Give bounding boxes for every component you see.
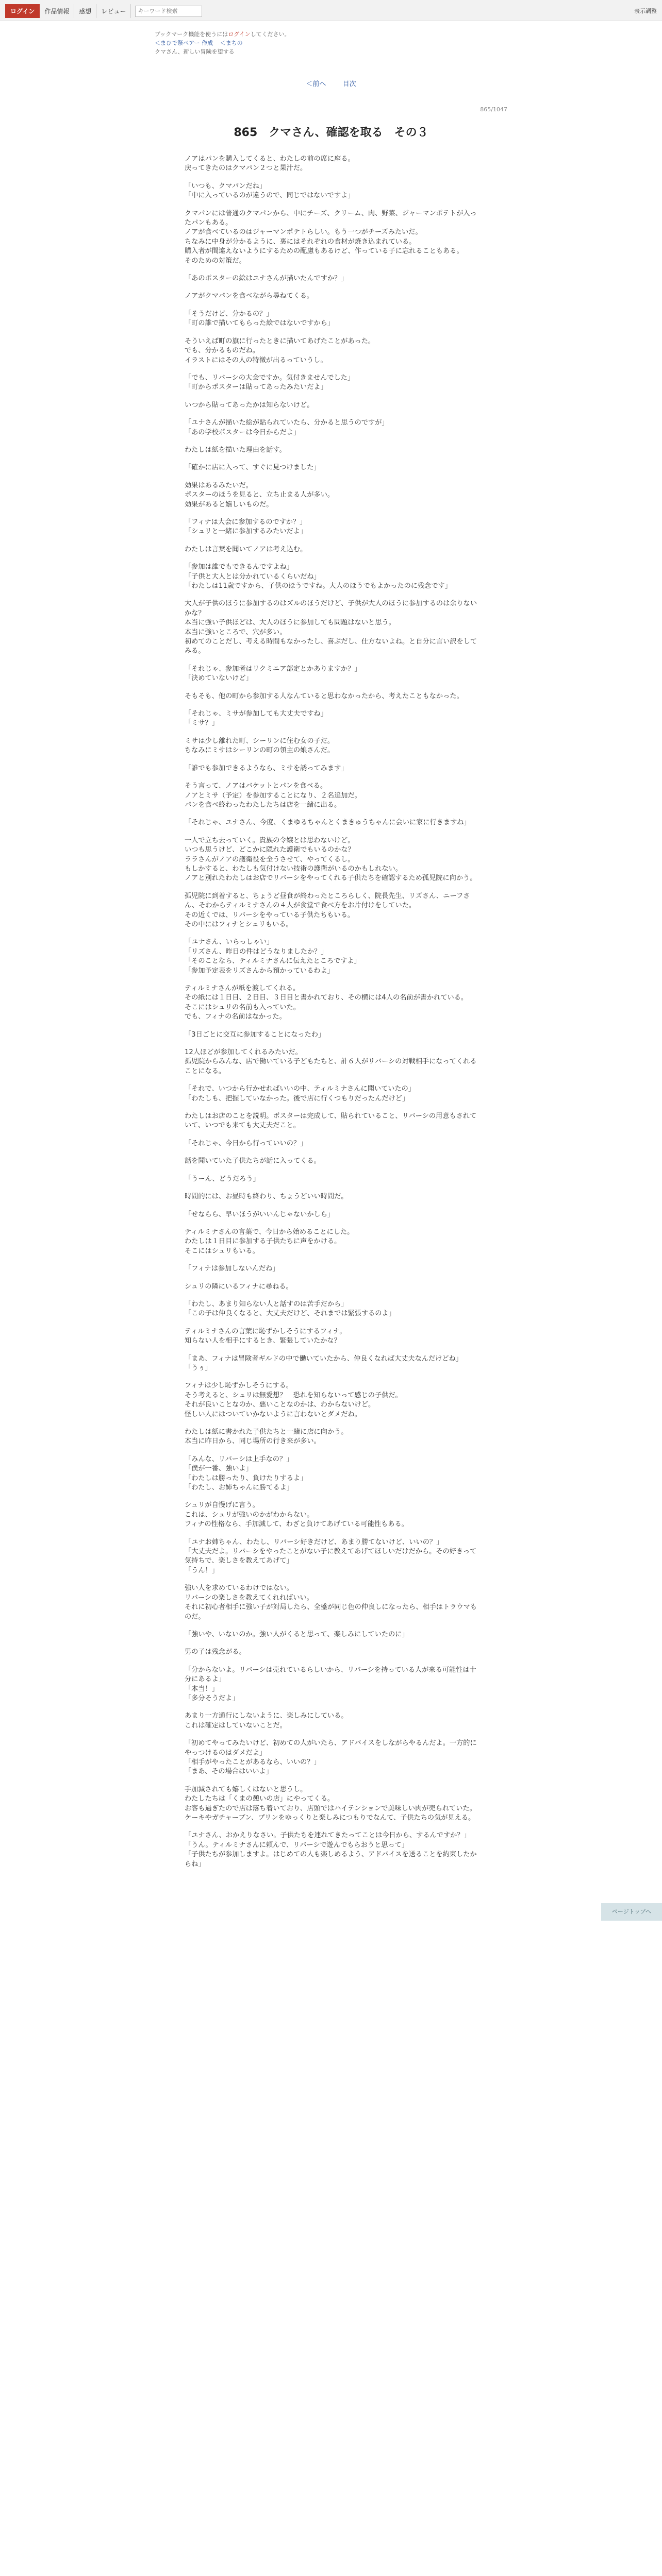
body-paragraph: 話を聞いていた子供たちが話に入ってくる。 [185, 1157, 321, 1165]
top-nav [5, 4, 202, 18]
notice-login-link[interactable]: ログイン [228, 31, 251, 38]
body-paragraph: 時間的には、お昼時も終わり、ちょうどいい時間だ。 [185, 1193, 348, 1201]
page-header [155, 30, 507, 56]
body-paragraph: 「それで、いつから行かせればいいの中、ティルミナさんに聞いていたの」 「わたしも、把握していなかった。後で店に行くつもりだったんだけど」 [185, 1085, 416, 1103]
chapter-title: 865 クマさん、確認を取る その３ [234, 126, 428, 139]
body-paragraph: シュリの隣にいるフィナに尋ねる。 [185, 1282, 293, 1291]
table-of-contents-link[interactable]: 目次 [342, 80, 356, 88]
body-paragraph: 「いつも、クマパンだね」 「中に入っているのが違うので、同じではないですよ」 [185, 182, 355, 200]
body-paragraph: 「みんな、リバーシは上手なの？」 「僕が一番、強いよ」 「わたしは勝ったり、負けたりするよ」 「わたし、お姉ちゃんに勝てるよ」 [185, 1455, 307, 1492]
body-paragraph: そう言って、ノアはバケットとパンを食べる。 ノアとミサ（予定）を参加することになり、２名追加だ。 パンを食べ終わったわたしたちは店を一緒に出る。 [185, 782, 361, 809]
body-paragraph: 「参加は誰でもできるんですよね」 「子供と大人とは分かれているくらいだね」 「わたしは11歳ですから、子供のほうですね。大人のほうでもよかったのに残念です」 [185, 563, 452, 590]
nav-item-reviews[interactable]: レビュー [96, 4, 131, 18]
bookmark-notice [155, 30, 507, 39]
body-paragraph: フィナは少し恥ずかしそうにする。 そう考えると、シュリは無愛想？ 恐れを知らないって感じの子供だ。 それが良いことなのか、悪いことなのかは、わからないけど。 怪しい人にはついていかないように言わないとダメだね。 [185, 1382, 402, 1418]
body-paragraph: 男の子は残念がる。 [185, 1648, 246, 1656]
body-paragraph: 「それじゃ、参加者はリクミニア部定とかありますか？」 「決めていないけど」 [185, 665, 361, 683]
body-paragraph: クマパンには普通のクマパンから、中にチーズ、クリーム、肉、野菜、ジャーマンポテトが入ったパンもある。 ノアが食べているのはジャーマンポテトらしい。もう一つがチーズみたいだ。 ちなみに中身が分かるように、裏にはそれぞれの食材が焼き込まれている。 購入者が間違えないようにするための配慮もあるけど、作っている子に忘れることもある。 そのための対策だ。 [185, 209, 477, 265]
display-settings-button[interactable]: 表示調整 [634, 8, 657, 14]
body-paragraph: 「それじゃ、ミサが参加しても大丈夫ですね」 「ミサ？」 [185, 710, 327, 727]
chapter-body [185, 155, 477, 1877]
nav-item-novel-info[interactable]: 作品情報 [40, 4, 74, 18]
body-paragraph: わたしは紙を描いた理由を話す。 [185, 446, 286, 454]
body-paragraph: 「せならら、早いほうがいいんじゃないかしら」 [185, 1210, 335, 1218]
body-paragraph: 「それじゃ、今日から行っていいの？」 [185, 1139, 307, 1147]
nav-item-impressions[interactable]: 感想 [74, 4, 96, 18]
body-paragraph: わたしは紙に書かれた子供たちと一緒に店に向かう。 本当に昨日から、同じ場所の行き来が多い。 [185, 1428, 348, 1446]
body-paragraph: 孤児院に到着すると、ちょうど昼食が終わったところらしく、院長先生、リズさん、ニーフさん、そわからティルミナさんの４人が食堂で食べ方をお片付けをしていた。 その近くでは、リバーシをやっている子供たちもいる。 その中にはフィナとシュリもいる。 [185, 892, 470, 928]
body-paragraph: 「ユナさんが描いた絵が貼られていたら、分かると思うのですが」 「あの学校ポスターは今日からだよ」 [185, 419, 389, 436]
body-paragraph: 「ユナさん、いらっしゃい」 「リズさん、昨日の件はどうなりましたか？」 「そのことなら、ティルミナさんに伝えたところですよ」 「参加予定表をリズさんから預かっているわよ」 [185, 938, 361, 975]
body-paragraph: 「ユナさん、おかえりなさい。子供たちを連れてきたってことは今日から、するんですか？」 「うん。ティルミナさんに頼んで、リバーシで遊んでもらおうと思って」 「子供たちが参加しますよ。はじめての人も楽しめるよう、アドバイスを送ることを約束したからね」 [185, 1832, 477, 1868]
breadcrumb-item[interactable]: ＜まひで祭ベアー 作成 [155, 40, 213, 46]
body-paragraph: 「うーん、どうだろう」 [185, 1175, 260, 1183]
body-paragraph: ミサは少し離れた町、シーリンに住む女の子だ。 ちなみにミサはシーリンの町の領主の娘さんだ。 [185, 737, 335, 755]
body-paragraph: ティルミナさんの言葉に恥ずかしそうにするフィナ。 知らない人を相手にするとき、緊張していたかな？ [185, 1327, 346, 1345]
body-paragraph: 「ユナお姉ちゃん、わたし、リバーシ好きだけど、あまり勝てないけど、いいの？」 「大丈夫だよ。リバーシをやったことがない子に教えてあげてほしいだけだから。その好きって気持ちで、楽しさを教えてあげて」 「うん！」 [185, 1538, 477, 1574]
body-paragraph: 強い人を求めているわけではない。 リバーシの楽しさを教えてくれればいい。 それに初心者相手に強い子が対局したら、全盛が同じ色の仲良しになったら、相手はトラウマものだ。 [185, 1584, 477, 1621]
body-paragraph: 「わたし、あまり知らない人と話すのは苦手だから」 「この子は仲良くなると、大丈夫だけど、それまでは緊張するのよ」 [185, 1300, 395, 1318]
breadcrumb [155, 39, 507, 47]
body-paragraph: ティルミナさんの言葉で、今日から始めることにした。 わたしは１日目に参加する子供たちに声をかける。 そこにはシュリもいる。 [185, 1228, 354, 1255]
body-paragraph: わたしはお店のことを説明。ポスターは完成して、貼られていること、リバーシの用意もされていて、いつでも来ても大丈夫だこと。 [185, 1112, 477, 1130]
body-paragraph: わたしは言葉を聞いてノアは考え込む。 [185, 545, 307, 553]
login-button[interactable]: ログイン [5, 4, 40, 18]
body-paragraph: ノアがクマパンを食べながら尋ねてくる。 [185, 292, 314, 300]
chapter-pager [0, 78, 662, 88]
body-paragraph: 「まあ、フィナは冒険者ギルドの中で働いていたから、仲良くなれば大丈夫なんだけどね」 「うぅ」 [185, 1354, 462, 1372]
body-paragraph: 「そうだけど、分かるの？」 「町の誰で描いてもらった絵ではないですから」 [185, 310, 335, 328]
body-paragraph: そういえば町の旗に行ったときに描いてあげたことがあった。 でも、分かるものだね。 イラストにはその人の特徴が出るっていうし。 [185, 337, 375, 364]
body-paragraph: ティルミナさんが紙を渡してくれる。 その紙には１日目、２日目、３日目と書かれており、その横には4人の名前が書かれている。 そこにはシュリの名前も入っていた。 でも、フィナの名前はなかった。 [185, 985, 468, 1021]
body-paragraph: 「でも、リバーシの大会ですか。気付きませんでした」 「町からポスターは貼ってあったみたいだよ」 [185, 374, 355, 392]
body-paragraph: 「3日ごとに交互に参加することになったわ」 [185, 1030, 325, 1039]
body-paragraph: 「強いや、いないのか。強い人がくると思って、楽しみにしていたのに」 [185, 1630, 409, 1638]
body-paragraph: 「分からないよ。リバーシは売れているらしいから、リバーシを持っている人が来る可能性は十分にあるよ」 「本当！」 「多分そうだよ」 [185, 1666, 476, 1702]
body-paragraph: 「確かに店に入って、すぐに見つけました」 [185, 464, 321, 472]
notice-prefix: ブックマーク機能を使うには [155, 31, 228, 38]
top-navigation-bar [0, 0, 662, 21]
series-title[interactable]: クマさん、新しい冒険を望する [155, 48, 235, 55]
body-paragraph: 「フィナは大会に参加するのですか？」 「シュリと一緒に参加するみたいだよ」 [185, 518, 307, 536]
breadcrumb-item[interactable]: ＜まちの [220, 40, 243, 46]
chapter-number: 865/1047 [480, 106, 507, 113]
body-paragraph: いつから貼ってあったかは知らないけど。 [185, 401, 314, 409]
body-paragraph: 「それじゃ、ユナさん、今度、くまゆるちゃんとくまきゅうちゃんに会いに家に行きますね」 [185, 819, 471, 827]
body-paragraph: 一人で立ち去っていく。貴族の令嬢とは思わないけど。 いつも思うけど、どこかに隠れた護衛でもいるのかな？ ララさんがノアの護衛役を全うさせて、やってくるし。 もしかすると、わたしも気付けない技術の護衛がいるのかもしれない。 ノアと別れたわたしはお店でリバーシをやってくれる子供たちを確認するため孤児院に向かう。 [185, 836, 477, 883]
body-paragraph: 「あのポスターの絵はユナさんが描いたんですか？」 [185, 275, 348, 283]
body-paragraph: 大人が子供のほうに参加するのはズルのほうだけど、子供が大人のほうに参加するのは余りないかな？ 本当に強い子供ほどは、大人のほうに参加しても問題はないと思う。 本当に強いところで、穴が多い。 初めてのことだし、考える時間もなかったし、喜ぶだし、仕方ないよね。と自分に言い訳をしてみる。 [185, 600, 477, 655]
search-input[interactable] [135, 6, 202, 17]
body-paragraph: 12人ほどが参加してくれるみたいだ。 孤児院からみんな、店で働いている子どもたちと、計６人がリバーシの対戦相手になってくれることになる。 [185, 1048, 477, 1075]
body-paragraph: 「フィナは参加しないんだね」 [185, 1265, 279, 1273]
body-paragraph: ノアはパンを購入してくると、わたしの前の席に座る。 戻ってきたのはクマパン２つと果汁だ。 [185, 155, 355, 173]
body-paragraph: あまり一方通行にしないように、楽しみにしている。 これは確定はしていないことだ。 [185, 1712, 348, 1730]
body-paragraph: 手加減されても嬉しくはないと思うし。 わたしたちは「くまの憩いの店」にやってくる。 お客も過ぎたので店は落ち着いており、店頭ではハイテンションで美味しい肉が売られていた。 ケーキやガチャーブン、プリンをゆっくりと楽しみにつもりでなんて、子供たちの気が見える。 [185, 1785, 476, 1822]
prev-chapter-link[interactable]: ＜前へ [306, 80, 326, 88]
body-paragraph: シュリが自慢げに言う。 これは、シュリが強いのかがわからない。 フィナの性格なら、手加減して、わざと負けてあげている可能性もある。 [185, 1501, 408, 1529]
body-paragraph: そもそも、他の町から参加する人なんていると思わなかったから、考えたこともなかった。 [185, 692, 464, 700]
body-paragraph: 効果はあるみたいだ。 ポスターのほうを見ると、立ち止まる人が多い。 効果があると嬉しいものだ。 [185, 481, 335, 509]
page-top-button[interactable]: ページトップへ [601, 1903, 662, 1921]
body-paragraph: 「誰でも参加できるようなら、ミサを誘ってみます」 [185, 764, 348, 772]
body-paragraph: 「初めてやってみたいけど、初めての人がいたら、アドバイスをしながらやるんだよ。一方的にやっつけるのはダメだよ」 「相手がやったことがあるなら、いいの？」 「まあ、その場合はいいよ」 [185, 1739, 477, 1776]
notice-suffix: してください。 [250, 31, 290, 38]
